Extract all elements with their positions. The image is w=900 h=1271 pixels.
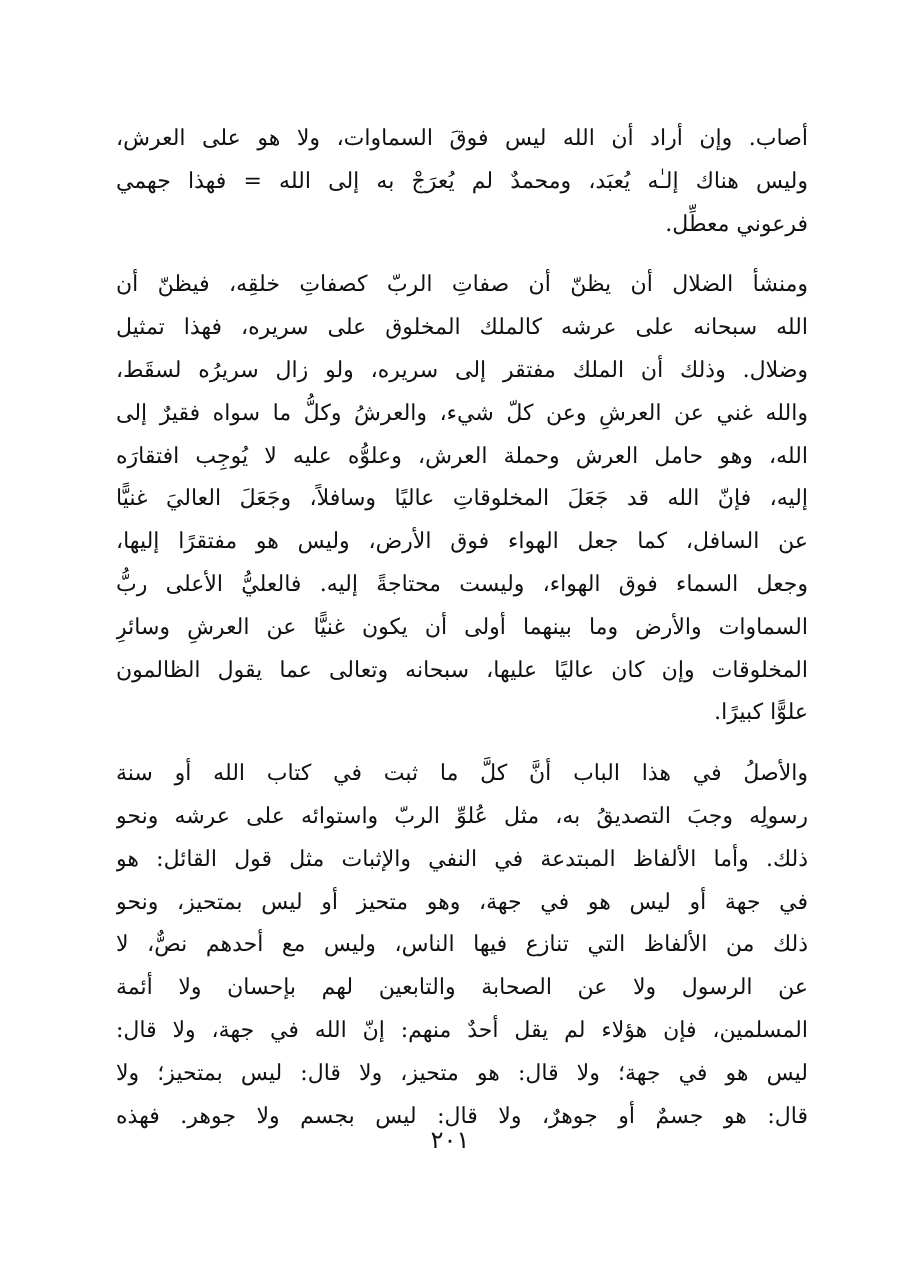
text-line: فرعوني معطِّل. <box>665 211 808 237</box>
text-line: الله سبحانه على عرشه كالملك المخلوق على سريره، فهذا تمثيل <box>116 315 808 341</box>
text-line: في جهة أو ليس هو في جهة، وهو متحيز أو ليس بمتحيز، ونحو <box>116 889 808 915</box>
text-line: والله غني عن العرشِ وعن كلّ شيء، والعرشُ وكلُّ ما سواه فقيرٌ إلى <box>116 400 808 426</box>
text-line: ليس هو في جهة؛ ولا قال: هو متحيز، ولا قال: ليس بمتحيز؛ ولا <box>116 1060 808 1086</box>
text-line: المسلمين، فإن هؤلاء لم يقل أحدٌ منهم: إنّ الله في جهة، ولا قال: <box>116 1017 808 1043</box>
text-line: الله، وهو حامل العرش وحملة العرش، وعلوُّه عليه لا يُوجِب افتقارَه <box>116 443 808 469</box>
paragraph-1 <box>116 118 808 246</box>
text-line: ومنشأ الضلال أن يظنّ أن صفاتِ الربّ كصفاتِ خلقِه، فيظنّ أن <box>116 272 808 298</box>
text-line: وليس هناك إلـٰه يُعبَد، ومحمدٌ لم يُعرَجْ به إلى الله = فهذا جهمي <box>116 168 808 194</box>
text-line: السماوات والأرض وما بينهما أولى أن يكون غنيًّا عن العرشِ وسائرِ <box>116 614 808 640</box>
text-line: وجعل السماء فوق الهواء، وليست محتاجةً إليه. فالعليُّ الأعلى ربُّ <box>116 571 808 597</box>
text-line: عن الرسول ولا عن الصحابة والتابعين لهم بإحسان ولا أئمة <box>116 975 808 1001</box>
text-line: إليه، فإنّ الله قد جَعَلَ المخلوقاتِ عاليًا وسافلاً، وجَعَلَ العاليَ غنيًّا <box>116 486 808 512</box>
text-line: رسولِه وجبَ التصديقُ به، مثل عُلوِّ الربّ واستوائه على عرشه ونحو <box>116 803 808 829</box>
page-number: ٢٠١ <box>430 1126 470 1154</box>
text-line: المخلوقات وإن كان عاليًا عليها، سبحانه وتعالى عما يقول الظالمون <box>116 657 808 683</box>
text-line: عن السافل، كما جعل الهواء فوق الأرض، وليس هو مفتقرًا إليها، <box>116 529 808 555</box>
text-line: علوًّا كبيرًا. <box>714 700 808 726</box>
text-line: والأصلُ في هذا الباب أنَّ كلَّ ما ثبت في كتاب الله أو سنة <box>116 761 808 787</box>
text-line: ذلك من الألفاظ التي تنازع فيها الناس، وليس مع أحدهم نصٌّ، لا <box>116 932 808 958</box>
paragraph-2 <box>116 264 808 735</box>
text-line: أصاب. وإن أراد أن الله ليس فوقَ السماوات، ولا هو على العرش، <box>116 126 808 151</box>
text-line: ذلك. وأما الألفاظ المبتدعة في النفي والإثبات مثل قول القائل: هو <box>116 846 808 872</box>
paragraph-3 <box>116 753 808 1138</box>
text-line: وضلال. وذلك أن الملك مفتقر إلى سريره، ولو زال سريرُه لسقَط، <box>116 357 808 383</box>
text-line: قال: هو جسمٌ أو جوهرٌ، ولا قال: ليس بجسم ولا جوهر. فهذه <box>116 1103 808 1129</box>
page-body <box>116 118 808 1156</box>
